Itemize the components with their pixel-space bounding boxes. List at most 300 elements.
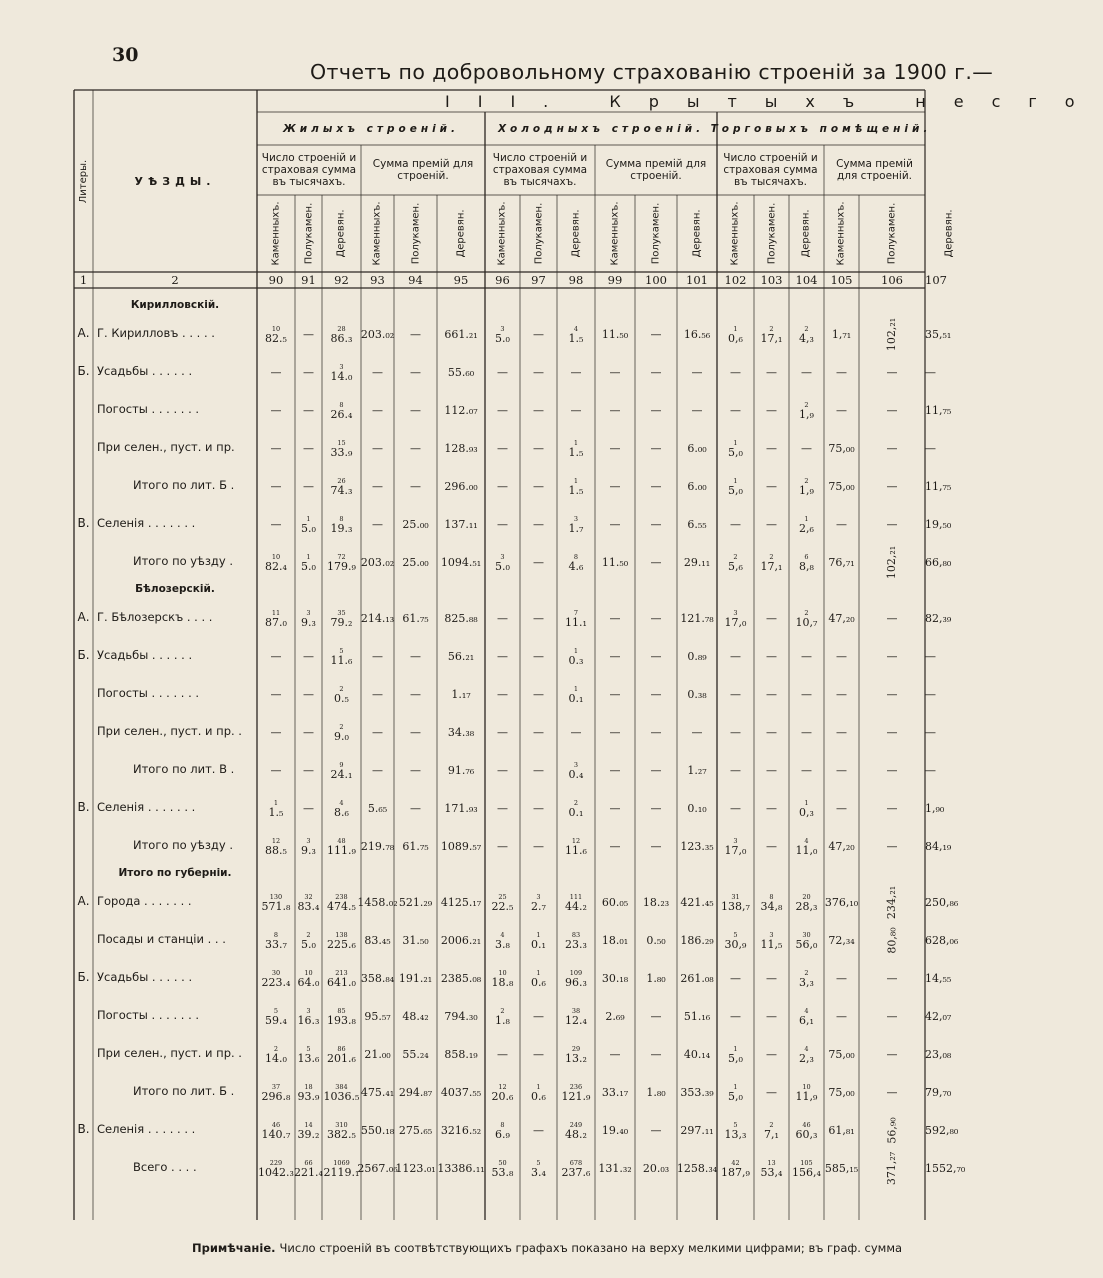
- amount-value: —: [270, 688, 282, 701]
- amount-value: 18.₂₃: [642, 896, 670, 909]
- amount-value: 55.₂₄: [402, 1048, 429, 1061]
- amount-value: 628,₀₆: [925, 934, 959, 947]
- row-label: Усадьбы . . . . . .: [97, 648, 193, 662]
- data-cell: [789, 958, 824, 996]
- data-cell: [322, 428, 361, 466]
- count-value: 1: [573, 684, 579, 693]
- data-cell: [677, 1072, 717, 1110]
- amount-value: 56.₂₁: [447, 650, 475, 663]
- data-cell: [789, 352, 824, 390]
- data-cell: [322, 636, 361, 674]
- count-value: 31: [731, 892, 740, 901]
- count-value: 2: [769, 324, 774, 333]
- data-cell: [925, 542, 951, 580]
- data-cell: [437, 636, 485, 674]
- data-cell: [824, 920, 859, 958]
- amount-value: 2385.₀₈: [440, 972, 482, 985]
- type-header: [754, 195, 789, 272]
- count-value: 2: [804, 400, 809, 409]
- amount-value: 51.₁₆: [683, 1010, 711, 1023]
- amount-value: 16.₅₆: [683, 328, 711, 341]
- amount-value: 474.₅: [327, 899, 356, 913]
- data-cell: [635, 598, 677, 636]
- data-cell: [322, 1148, 361, 1186]
- data-cell: [520, 542, 557, 580]
- data-cell: [859, 826, 925, 864]
- amount-value: 83.₄: [297, 899, 320, 913]
- data-cell: [717, 1110, 754, 1148]
- data-cell: [394, 598, 437, 636]
- data-cell: [859, 920, 925, 958]
- row-label: Погосты . . . . . . .: [97, 402, 200, 416]
- amount-value: —: [410, 328, 421, 341]
- data-cell: [635, 826, 677, 864]
- amount-value: 225.₆: [327, 937, 356, 951]
- data-cell: [859, 636, 925, 674]
- row-letter: А.: [77, 610, 90, 624]
- data-cell: [824, 996, 859, 1034]
- data-cell: [859, 1072, 925, 1110]
- data-cell: [485, 542, 520, 580]
- amount-value: —: [609, 764, 621, 777]
- amount-value: 72,₃₄: [828, 934, 855, 947]
- data-cell: [635, 1110, 677, 1148]
- amount-value: 1123.₀₁: [395, 1162, 436, 1175]
- row-label: Итого по лит. Б .: [133, 478, 235, 492]
- data-cell: [257, 598, 295, 636]
- count-value: 238: [335, 892, 348, 901]
- amount-value: —: [766, 404, 777, 417]
- type-label: Каменныхъ.: [372, 201, 383, 266]
- data-cell: [635, 314, 677, 352]
- data-cell: [295, 504, 322, 542]
- data-cell: [859, 314, 925, 352]
- amount-value: —: [303, 802, 314, 815]
- count-value: 2: [339, 722, 344, 731]
- count-value: 3: [536, 892, 541, 901]
- data-cell: [520, 636, 557, 674]
- amount-value: 250,₈₆: [925, 896, 959, 909]
- data-cell: [557, 352, 595, 390]
- amount-value: —: [886, 1048, 898, 1061]
- amount-value: 11.₅₀: [601, 328, 629, 341]
- count-value: 35: [337, 608, 346, 617]
- type-label: Деревян.: [801, 209, 812, 258]
- data-cell: [437, 882, 485, 920]
- amount-value: —: [836, 404, 847, 417]
- amount-value: 10,₇: [795, 615, 818, 629]
- amount-value: 23,₀₈: [925, 1048, 952, 1061]
- data-cell: [361, 712, 394, 750]
- data-cell: [595, 674, 635, 712]
- amount-value: —: [766, 442, 777, 455]
- amount-value: 102,₂₁: [885, 545, 899, 580]
- amount-value: —: [570, 726, 582, 739]
- count-value: 2: [573, 798, 579, 807]
- data-cell: [717, 466, 754, 504]
- column-number: 91: [301, 273, 316, 287]
- count-value: 5: [536, 1158, 541, 1167]
- data-cell: [557, 712, 595, 750]
- data-cell: [925, 996, 951, 1034]
- data-cell: [257, 1034, 295, 1072]
- amount-value: 33.₇: [265, 937, 287, 951]
- data-cell: [754, 352, 789, 390]
- data-cell: [925, 1110, 958, 1148]
- type-label: Полукамен.: [303, 202, 314, 265]
- amount-value: 9.₃: [301, 843, 316, 857]
- amount-value: —: [497, 612, 508, 625]
- row-label: Г. Кирилловъ . . . . .: [97, 326, 215, 340]
- amount-value: 9.₀: [334, 729, 349, 743]
- amount-value: —: [303, 764, 314, 777]
- column-number: 102: [724, 273, 747, 287]
- amount-value: 1.₅: [568, 331, 584, 345]
- data-cell: [485, 826, 520, 864]
- amount-value: 5.₀: [301, 559, 316, 573]
- data-cell: [859, 712, 925, 750]
- data-cell: [824, 466, 859, 504]
- amount-value: —: [650, 1010, 662, 1023]
- count-value: 25: [498, 892, 507, 901]
- amount-value: —: [801, 650, 812, 663]
- count-value: 111: [569, 892, 583, 901]
- count-value: 85: [337, 1006, 346, 1015]
- data-cell: [520, 1072, 557, 1110]
- data-cell: [925, 958, 951, 996]
- amount-value: —: [372, 404, 383, 417]
- amount-value: 17,₁: [760, 331, 783, 345]
- data-cell: [485, 466, 520, 504]
- data-cell: [635, 636, 677, 674]
- amount-value: 1.₈₀: [646, 1086, 666, 1099]
- type-header: [635, 195, 677, 272]
- data-cell: [635, 958, 677, 996]
- type-header: [322, 195, 361, 272]
- amount-value: —: [691, 404, 703, 417]
- data-cell: [257, 314, 295, 352]
- amount-value: —: [925, 688, 936, 701]
- data-cell: [677, 750, 717, 788]
- amount-value: —: [925, 366, 936, 379]
- data-cell: [361, 1110, 394, 1148]
- amount-value: 219.₇₈: [360, 840, 395, 853]
- column-number: 93: [370, 273, 385, 287]
- amount-value: 17,₀: [724, 615, 747, 629]
- data-cell: [394, 542, 437, 580]
- data-cell: [677, 674, 717, 712]
- amount-value: 296.₀₀: [444, 480, 478, 493]
- data-cell: [635, 1034, 677, 1072]
- data-cell: [437, 996, 485, 1034]
- amount-value: 83.₄₅: [364, 934, 391, 947]
- amount-value: —: [270, 650, 282, 663]
- data-cell: [789, 996, 824, 1034]
- row-letter: Б.: [77, 364, 90, 378]
- row-label: Селенія . . . . . . .: [97, 1122, 196, 1136]
- data-cell: [257, 542, 295, 580]
- data-cell: [754, 958, 789, 996]
- amount-value: —: [410, 480, 421, 493]
- data-cell: [925, 636, 936, 674]
- data-cell: [437, 958, 485, 996]
- data-cell: [595, 542, 635, 580]
- count-value: 1: [536, 930, 541, 939]
- count-value: 12: [271, 836, 281, 845]
- count-value: 50: [498, 1158, 507, 1167]
- premium-header-2: Сумма премій для строеній.: [372, 158, 474, 182]
- footnote-label: Примѣчаніе.: [192, 1241, 276, 1255]
- data-cell: [789, 504, 824, 542]
- data-cell: [257, 504, 295, 542]
- data-cell: [437, 504, 485, 542]
- amount-value: —: [533, 404, 544, 417]
- amount-value: 6.₀₀: [687, 480, 707, 493]
- data-cell: [677, 390, 717, 428]
- data-cell: [595, 882, 635, 920]
- count-value: 3: [306, 836, 311, 845]
- amount-value: 11.₆: [565, 843, 587, 857]
- data-cell: [754, 1148, 789, 1186]
- data-cell: [485, 996, 520, 1034]
- data-cell: [859, 352, 925, 390]
- amount-value: —: [270, 404, 282, 417]
- row-letter: [74, 428, 93, 466]
- amount-value: 56,₀: [795, 937, 818, 951]
- amount-value: 0.₁: [531, 937, 546, 951]
- amount-value: 0.₃: [568, 653, 584, 667]
- amount-value: 12.₄: [565, 1013, 587, 1027]
- data-cell: [595, 1110, 635, 1148]
- amount-value: —: [650, 802, 662, 815]
- data-cell: [754, 712, 789, 750]
- row-letter: [74, 390, 93, 428]
- amount-value: 1042.₃: [258, 1165, 294, 1179]
- data-cell: [717, 598, 754, 636]
- amount-value: —: [303, 650, 314, 663]
- data-cell: [859, 996, 925, 1034]
- data-cell: [595, 390, 635, 428]
- data-cell: [859, 750, 925, 788]
- count-value: 4: [339, 798, 344, 807]
- data-cell: [557, 542, 595, 580]
- data-cell: [557, 674, 595, 712]
- amount-value: 237.₆: [561, 1165, 591, 1179]
- amount-value: 382.₅: [327, 1127, 356, 1141]
- data-cell: [361, 674, 394, 712]
- data-cell: [595, 996, 635, 1034]
- amount-value: 358.₈₄: [360, 972, 395, 985]
- row-letter: [74, 996, 93, 1034]
- amount-value: 44.₂: [565, 899, 587, 913]
- amount-value: —: [836, 688, 847, 701]
- row-label: Итого по лит. Б .: [133, 1084, 235, 1098]
- count-value: 3: [306, 608, 311, 617]
- data-cell: [361, 1072, 394, 1110]
- amount-value: —: [609, 802, 621, 815]
- count-value: 72: [337, 552, 346, 561]
- data-cell: [677, 826, 717, 864]
- data-cell: [361, 996, 394, 1034]
- type-header: [520, 195, 557, 272]
- data-cell: [437, 826, 485, 864]
- data-cell: [520, 390, 557, 428]
- amount-value: 297.₁₁: [680, 1124, 714, 1137]
- type-header: [824, 195, 859, 272]
- count-value: 14: [304, 1120, 313, 1129]
- amount-value: 1036.₅: [323, 1089, 360, 1103]
- data-cell: [394, 1072, 437, 1110]
- amount-value: 1.₈: [495, 1013, 510, 1027]
- amount-value: 5.₆₅: [367, 802, 388, 815]
- data-cell: [437, 428, 485, 466]
- amount-value: —: [766, 518, 777, 531]
- amount-value: 88.₅: [265, 843, 287, 857]
- amount-value: 0.₄: [568, 767, 584, 781]
- amount-value: —: [925, 442, 936, 455]
- row-label: Итого по лит. В .: [133, 762, 235, 776]
- amount-value: —: [730, 650, 741, 663]
- amount-value: 1089.₅₇: [440, 840, 482, 853]
- data-cell: [394, 390, 437, 428]
- amount-value: —: [270, 764, 282, 777]
- data-cell: [635, 542, 677, 580]
- amount-value: 592,₈₀: [925, 1124, 959, 1137]
- amount-value: —: [836, 1010, 847, 1023]
- amount-value: 0,₃: [799, 805, 814, 819]
- data-cell: [257, 390, 295, 428]
- amount-value: 0.₅: [334, 691, 349, 705]
- amount-value: 5.₀: [495, 559, 510, 573]
- type-label: Деревян.: [943, 209, 955, 258]
- data-cell: [485, 504, 520, 542]
- data-cell: [257, 882, 295, 920]
- data-cell: [295, 542, 322, 580]
- data-cell: [520, 750, 557, 788]
- amount-value: 371,₂₇: [885, 1151, 899, 1186]
- count-value: 20: [802, 892, 811, 901]
- data-cell: [394, 826, 437, 864]
- amount-value: 0.₁: [568, 691, 584, 705]
- data-cell: [295, 1148, 322, 1186]
- data-cell: [595, 1072, 635, 1110]
- amount-value: 19,₅₀: [925, 518, 952, 531]
- data-cell: [925, 1072, 951, 1110]
- amount-value: 138,₇: [721, 899, 750, 913]
- data-cell: [789, 1034, 824, 1072]
- data-cell: [520, 314, 557, 352]
- amount-value: —: [766, 650, 777, 663]
- amount-value: 858.₁₉: [444, 1048, 478, 1061]
- data-cell: [925, 750, 936, 788]
- amount-value: 5,₀: [728, 483, 743, 497]
- amount-value: 13386.₁₁: [437, 1162, 485, 1175]
- data-cell: [295, 314, 322, 352]
- count-value: 1: [536, 968, 541, 977]
- count-value: 37: [271, 1082, 281, 1091]
- count-value: 5: [733, 1120, 738, 1129]
- data-cell: [925, 598, 951, 636]
- amount-value: —: [836, 726, 847, 739]
- amount-value: 6,₁: [799, 1013, 814, 1027]
- count-value: 3: [573, 514, 579, 523]
- count-value: 8: [500, 1120, 505, 1129]
- amount-value: 17,₀: [724, 843, 747, 857]
- data-cell: [677, 352, 717, 390]
- count-value: 11: [271, 608, 281, 617]
- row-letter: [74, 466, 93, 504]
- amount-value: 191.₂₁: [398, 972, 433, 985]
- column-number: 95: [453, 273, 469, 287]
- amount-value: —: [270, 442, 282, 455]
- amount-value: 1,₉₀: [925, 802, 945, 815]
- count-value: 1: [733, 1082, 738, 1091]
- amount-value: —: [801, 726, 812, 739]
- data-cell: [859, 788, 925, 826]
- data-cell: [717, 788, 754, 826]
- row-label: При селен., пуст. и пр.: [97, 440, 235, 454]
- data-cell: [257, 958, 295, 996]
- data-cell: [789, 1072, 824, 1110]
- data-cell: [717, 996, 754, 1034]
- amount-value: —: [650, 366, 662, 379]
- amount-value: 0.₈₉: [687, 650, 707, 663]
- amount-value: —: [270, 726, 282, 739]
- amount-value: 0.₁: [568, 805, 584, 819]
- amount-value: 21.₀₀: [364, 1048, 391, 1061]
- amount-value: —: [836, 366, 847, 379]
- count-value: 10: [271, 324, 281, 333]
- column-number: 99: [607, 273, 623, 287]
- group-title: III. Крытыхъ несго: [445, 91, 1103, 111]
- count-value: 2: [733, 552, 738, 561]
- data-cell: [635, 712, 677, 750]
- data-cell: [557, 788, 595, 826]
- column-number: 1: [79, 273, 88, 287]
- data-cell: [789, 1110, 824, 1148]
- row-label: Посады и станціи . . .: [97, 932, 226, 946]
- data-cell: [394, 750, 437, 788]
- data-cell: [361, 958, 394, 996]
- data-cell: [520, 428, 557, 466]
- amount-value: 75,₀₀: [828, 442, 855, 455]
- amount-value: 11.₁: [565, 615, 587, 629]
- amount-value: —: [691, 366, 703, 379]
- data-cell: [717, 390, 754, 428]
- amount-value: —: [609, 480, 621, 493]
- data-cell: [257, 1072, 295, 1110]
- type-label: Полукамен.: [410, 202, 421, 265]
- column-number: 104: [795, 273, 818, 287]
- data-cell: [925, 352, 936, 390]
- row-letter: [74, 826, 93, 864]
- count-value: 8: [273, 930, 279, 939]
- amount-value: 0.₃₈: [687, 688, 707, 701]
- count-value: 42: [731, 1158, 740, 1167]
- data-cell: [295, 352, 322, 390]
- amount-value: —: [650, 328, 662, 341]
- data-cell: [925, 788, 944, 826]
- amount-value: 3,₃: [799, 975, 814, 989]
- amount-value: —: [766, 764, 777, 777]
- data-cell: [717, 1034, 754, 1072]
- amount-value: —: [609, 612, 621, 625]
- row-letter: [74, 542, 93, 580]
- data-cell: [595, 504, 635, 542]
- row-letter: [74, 712, 93, 750]
- data-cell: [859, 882, 925, 920]
- data-cell: [717, 542, 754, 580]
